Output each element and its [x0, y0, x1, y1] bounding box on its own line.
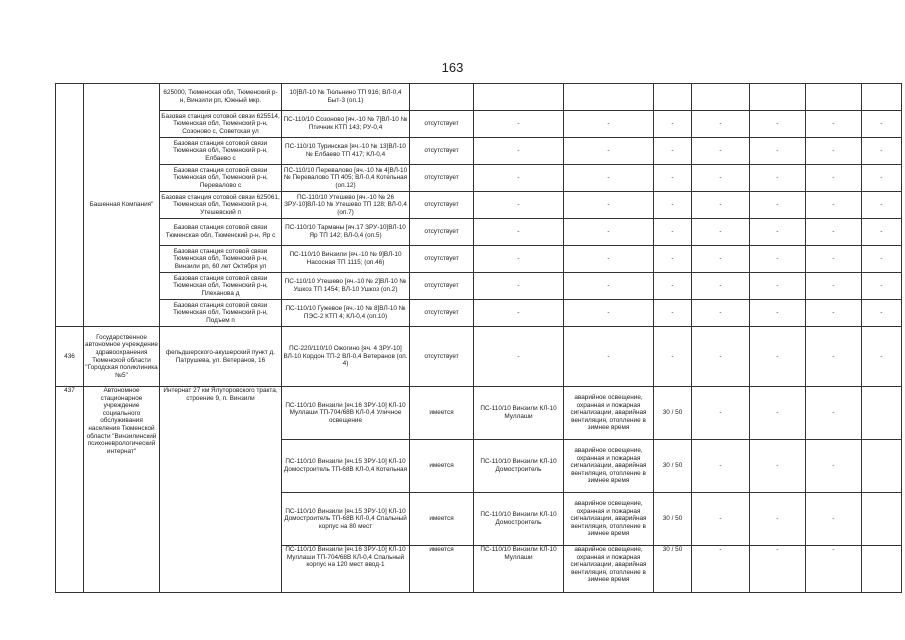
status-cell: отсутствует — [410, 138, 474, 165]
backup-supply-cell: ПС-110/10 Винзили КЛ-10 Домостроитель — [474, 493, 564, 546]
row-number-cell: 436 — [56, 327, 84, 387]
table-row: Базовая станция сотовой связи Тюменская обл, Тюменский р-н, Подъем п ПС-110/10 Гужевое [яч.-10 № 8]ВЛ-10 № ПЭС-2 КТП 4; КЛ-0,4 (оп.10) отсутствует - - - - - - - — [56, 300, 902, 327]
status-cell: имеется — [410, 493, 474, 546]
table-row: Базовая станция сотовой связи Тюменская обл, Тюменский р-н, Елбаево с ПС-110/10 Туринская [яч.-10 № 13]ВЛ-10 № Елбаево ТП 417; КЛ-0,4 отсутствует - - - - - - - — [56, 138, 902, 165]
table-row: Базовая станция сотовой связи Тюменская обл, Тюменский р-н, Винзили рп, 60 лет Октября ул ПС-110/10 Винзили [яч.-10 № 9]ВЛ-10 Насосная ТП 1115; (оп.46) отсутствует - - - - - - - — [56, 246, 902, 273]
table-row: ПС-110/10 Винзили [яч.16 ЗРУ-10] КЛ-10 Муллаши ТП-704/68В КЛ-0,4 Спальный корпус на 120 мест ввод-1 имеется ПС-110/10 Винзили КЛ-10 Муллаши аварийное освещение, охранная и пожарная сигнализации, аварийная вентиляция, отопление в зимнее время 30 / 50 - - - — [56, 546, 902, 593]
address-cell: Базовая станция сотовой связи Тюменская обл, Тюменский р-н, Винзили рп, 60 лет Октября ул — [160, 246, 282, 273]
table-row: Базовая станция сотовой связи Тюменская обл, Тюменский р-н, Плеханова д ПС-110/10 Утешево [яч.-10 № 2]ВЛ-10 № Ушкоз ТП 1454; ВЛ-10 Ушкоз (оп.2) отсутствует - - - - - - - — [56, 273, 902, 300]
table-row: Базовая станция сотовой связи Тюменская обл, Тюменский р-н, Яр с ПС-110/10 Тарманы [яч.17 ЗРУ-10]ВЛ-10 Яр ТП 142; ВЛ-0,4 (оп.5) отсутствует - - - - - - - — [56, 219, 902, 246]
address-cell: Интернат 27 км Ялуторовского тракта, строение 9, п. Винзили — [160, 387, 282, 593]
time-cell: 30 / 50 — [654, 387, 692, 440]
supply-cell: ПС-110/10 Туринская [яч.-10 № 13]ВЛ-10 № Елбаево ТП 417; КЛ-0,4 — [282, 138, 410, 165]
address-cell: Базовая станция сотовой связи Тюменская обл, Тюменский р-н, Перевалово с — [160, 165, 282, 192]
time-cell: 30 / 50 — [654, 493, 692, 546]
organization-name-cell: Автономное стационарное учреждение социального обслуживания населения Тюменской области "Винзилинский психоневрологический интернат" — [84, 387, 160, 593]
address-cell: Базовая станция сотовой связи 625514, Тюменская обл, Тюменский р-н, Созоново с, Советская ул — [160, 111, 282, 138]
time-cell: 30 / 50 — [654, 440, 692, 493]
address-cell: фельдшерского-акушерский пункт д. Патрушева, ул. Ветеранов, 16 — [160, 327, 282, 387]
loads-cell: аварийное освещение, охранная и пожарная сигнализации, аварийная вентиляция, отопление в зимнее время — [564, 387, 654, 440]
table-row-436: 436 Государственное автономное учреждение здравоохранения Тюменской области "Городская поликлиника №5" фельдшерского-акушерский пункт д. Патрушева, ул. Ветеранов, 16 ПС-220/110/10 Ожогино [яч. 4 ЗРУ-10] ВЛ-10 Кордон ТП-2 ВЛ-0,4 Ветеранов (оп. 4) отсутствует - - - - - - - — [56, 327, 902, 387]
table-row: Базовая станция сотовой связи 625061, Тюменская обл, Тюменский р-н, Утешевский п ПС-110/10 Утешево [яч.-10 № 26 ЗРУ-10]ВЛ-10 № Утешево ТП 128; ВЛ-0,4 (оп.7) отсутствует - - - - - - - — [56, 192, 902, 219]
supply-cell: ПС-110/10 Перевалово [яч.-10 № 4]ВЛ-10 № Перевалово ТП 405; ВЛ-0,4 Котельная (оп.12) — [282, 165, 410, 192]
status-cell: отсутствует — [410, 192, 474, 219]
table-row: ПС-110/10 Винзили [яч.15 ЗРУ-10] КЛ-10 Домостроитель ТП-68В КЛ-0,4 Спальный корпус на 80 мест имеется ПС-110/10 Винзили КЛ-10 Домостроитель аварийное освещение, охранная и пожарная сигнализации, аварийная вентиляция, отопление в зимнее время 30 / 50 - - - — [56, 493, 902, 546]
address-cell: Базовая станция сотовой связи 625061, Тюменская обл, Тюменский р-н, Утешевский п — [160, 192, 282, 219]
status-cell: отсутствует — [410, 219, 474, 246]
data-table — [55, 83, 902, 593]
supply-cell: ПС-110/10 Гужевое [яч.-10 № 8]ВЛ-10 № ПЭС-2 КТП 4; КЛ-0,4 (оп.10) — [282, 300, 410, 327]
table-row: Базовая станция сотовой связи Тюменская обл, Тюменский р-н, Перевалово с ПС-110/10 Перевалово [яч.-10 № 4]ВЛ-10 № Перевалово ТП 405; ВЛ-0,4 Котельная (оп.12) отсутствует - - - - - - - — [56, 165, 902, 192]
status-cell: отсутствует — [410, 327, 474, 387]
row-number-cell: 437 — [56, 387, 84, 593]
supply-cell: ПС-110/10 Утешево [яч.-10 № 2]ВЛ-10 № Ушкоз ТП 1454; ВЛ-10 Ушкоз (оп.2) — [282, 273, 410, 300]
status-cell: имеется — [410, 387, 474, 440]
status-cell: отсутствует — [410, 273, 474, 300]
backup-supply-cell: ПС-110/10 Винзили КЛ-10 Домостроитель — [474, 440, 564, 493]
address-cell: Базовая станция сотовой связи Тюменская обл, Тюменский р-н, Плеханова д — [160, 273, 282, 300]
status-cell: отсутствует — [410, 111, 474, 138]
status-cell: отсутствует — [410, 300, 474, 327]
loads-cell: аварийное освещение, охранная и пожарная сигнализации, аварийная вентиляция, отопление в зимнее время — [564, 440, 654, 493]
company-name-cell: Башенная Компания" — [84, 84, 160, 327]
address-cell: Базовая станция сотовой связи Тюменская обл, Тюменский р-н, Яр с — [160, 219, 282, 246]
supply-cell: 10]ВЛ-10 № Тюльнино ТП 916; ВЛ-0,4 Быт-3 (оп.1) — [282, 84, 410, 111]
supply-cell: ПС-110/10 Винзили [яч.-10 № 9]ВЛ-10 Насосная ТП 1115; (оп.46) — [282, 246, 410, 273]
address-cell: Базовая станция сотовой связи Тюменская обл, Тюменский р-н, Елбаево с — [160, 138, 282, 165]
table-row: ПС-110/10 Винзили [яч.15 ЗРУ-10] КЛ-10 Домостроитель ТП-68В КЛ-0,4 Котельная имеется ПС-110/10 Винзили КЛ-10 Домостроитель аварийное освещение, охранная и пожарная сигнализации, аварийная вентиляция, отопление в зимнее время 30 / 50 - - - — [56, 440, 902, 493]
status-cell: отсутствует — [410, 246, 474, 273]
loads-cell: аварийное освещение, охранная и пожарная сигнализации, аварийная вентиляция, отопление в зимнее время — [564, 546, 654, 593]
loads-cell: аварийное освещение, охранная и пожарная сигнализации, аварийная вентиляция, отопление в зимнее время — [564, 493, 654, 546]
backup-supply-cell: ПС-110/10 Винзили КЛ-10 Муллаши — [474, 546, 564, 593]
table-row-437: 437 Автономное стационарное учреждение социального обслуживания населения Тюменской области "Винзилинский психоневрологический интернат" Интернат 27 км Ялуторовского тракта, строение 9, п. Винзили ПС-110/10 Винзили [яч.16 ЗРУ-10] КЛ-10 Муллаши ТП-704/68В КЛ-0,4 Уличное освещение имеется ПС-110/10 Винзили КЛ-10 Муллаши аварийное освещение, охранная и пожарная сигнализации, аварийная вентиляция, отопление в зимнее время 30 / 50 - - - — [56, 387, 902, 440]
supply-cell: ПС-220/110/10 Ожогино [яч. 4 ЗРУ-10] ВЛ-10 Кордон ТП-2 ВЛ-0,4 Ветеранов (оп. 4) — [282, 327, 410, 387]
time-cell: 30 / 50 — [654, 546, 692, 593]
supply-cell: ПС-110/10 Утешево [яч.-10 № 26 ЗРУ-10]ВЛ-10 № Утешево ТП 128; ВЛ-0,4 (оп.7) — [282, 192, 410, 219]
status-cell: имеется — [410, 440, 474, 493]
table-row — [56, 84, 902, 111]
status-cell: отсутствует — [410, 165, 474, 192]
supply-cell: ПС-110/10 Винзили [яч.16 ЗРУ-10] КЛ-10 Муллаши ТП-704/68В КЛ-0,4 Уличное освещение — [282, 387, 410, 440]
organization-name-cell: Государственное автономное учреждение здравоохранения Тюменской области "Городская поликлиника №5" — [84, 327, 160, 387]
status-cell: имеется — [410, 546, 474, 593]
table-row: Базовая станция сотовой связи 625514, Тюменская обл, Тюменский р-н, Созоново с, Советская ул ПС-110/10 Созоново [яч.-10 № 7]ВЛ-10 № Птичник КТП 143; РУ-0,4 отсутствует - - - - - - - — [56, 111, 902, 138]
backup-supply-cell: ПС-110/10 Винзили КЛ-10 Муллаши — [474, 387, 564, 440]
supply-cell: ПС-110/10 Тарманы [яч.17 ЗРУ-10]ВЛ-10 Яр ТП 142; ВЛ-0,4 (оп.5) — [282, 219, 410, 246]
address-cell: 625000, Тюменская обл, Тюменский р-н, Винзили рп, Южный мкр. — [160, 84, 282, 111]
supply-cell: ПС-110/10 Винзили [яч.15 ЗРУ-10] КЛ-10 Домостроитель ТП-68В КЛ-0,4 Котельная — [282, 440, 410, 493]
supply-cell: ПС-110/10 Винзили [яч.16 ЗРУ-10] КЛ-10 Муллаши ТП-704/68В КЛ-0,4 Спальный корпус на 120 мест ввод-1 — [282, 546, 410, 593]
page-number: 163 — [441, 60, 464, 75]
supply-cell: ПС-110/10 Винзили [яч.15 ЗРУ-10] КЛ-10 Домостроитель ТП-68В КЛ-0,4 Спальный корпус на 80 мест — [282, 493, 410, 546]
address-cell: Базовая станция сотовой связи Тюменская обл, Тюменский р-н, Подъем п — [160, 300, 282, 327]
supply-cell: ПС-110/10 Созоново [яч.-10 № 7]ВЛ-10 № Птичник КТП 143; РУ-0,4 — [282, 111, 410, 138]
